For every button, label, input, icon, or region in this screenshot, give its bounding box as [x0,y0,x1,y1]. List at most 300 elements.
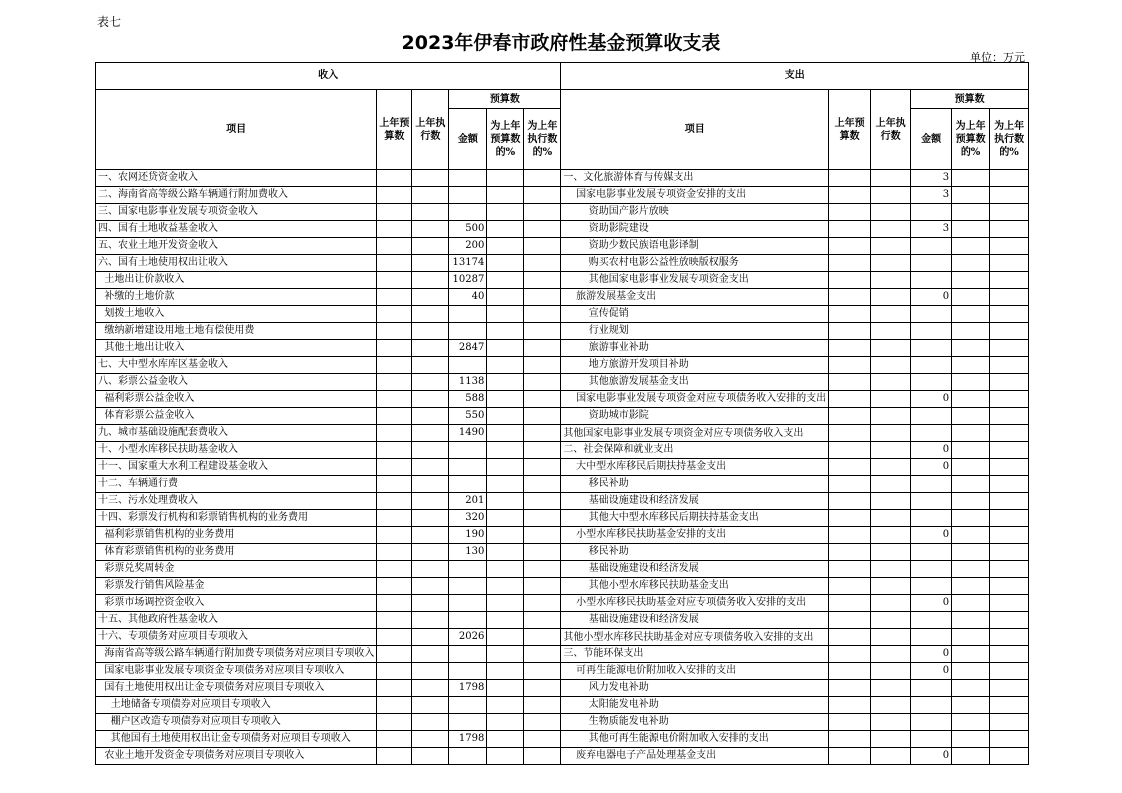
income-item-name: 体育彩票公益金收入 [96,408,377,425]
income-amount-cell [449,306,487,323]
income-amount-cell [449,323,487,340]
expense-amount-cell [911,714,952,731]
table-row [96,459,1029,476]
income-amount-cell [449,459,487,476]
income-pct-exec-cell [524,544,561,561]
income-prev-exec-cell [412,340,449,357]
income-pct-exec-cell [524,272,561,289]
expense-prev-exec-cell [871,204,911,221]
expense-pct-budget-cell [952,680,990,697]
expense-prev-exec-cell [871,544,911,561]
income-item-header: 项目 [96,90,377,170]
expense-prev-exec-cell [871,340,911,357]
income-prev-budget-cell [377,578,412,595]
expense-prev-budget-cell [829,425,871,442]
expense-prev-exec-cell [871,680,911,697]
income-amount-cell: 1490 [449,425,487,442]
expense-prev-exec-cell [871,612,911,629]
expense-item-name: 移民补助 [561,476,829,493]
expense-prev-exec-header: 上年执行数 [871,90,911,170]
expense-item-name: 其他可再生能源电价附加收入安排的支出 [561,731,829,748]
income-pct-budget-cell [487,221,524,238]
income-amount-cell [449,357,487,374]
income-pct-budget-cell [487,476,524,493]
expense-pct-budget-cell [952,476,990,493]
income-amount-cell [449,697,487,714]
income-pct-budget-cell [487,493,524,510]
expense-pct-exec-cell [990,306,1029,323]
table-row [96,170,1029,187]
income-amount-cell: 1798 [449,731,487,748]
income-pct-budget-cell [487,238,524,255]
expense-pct-budget-cell [952,561,990,578]
expense-amount-cell: 0 [911,595,952,612]
income-amount-cell: 500 [449,221,487,238]
income-pct-exec-cell [524,255,561,272]
expense-prev-budget-header: 上年预算数 [829,90,871,170]
table-row [96,612,1029,629]
expense-item-name: 其他小型水库移民扶助基金支出 [561,578,829,595]
expense-pct-exec-cell [990,527,1029,544]
expense-pct-budget-cell [952,459,990,476]
income-item-name: 国有土地使用权出让金专项债务对应项目专项收入 [96,680,377,697]
income-prev-budget-cell [377,289,412,306]
income-pct-budget-cell [487,374,524,391]
expense-prev-budget-cell [829,697,871,714]
income-prev-budget-cell [377,323,412,340]
expense-prev-budget-cell [829,510,871,527]
expense-prev-exec-cell [871,170,911,187]
income-pct-budget-cell [487,578,524,595]
income-pct-budget-cell [487,595,524,612]
income-prev-exec-cell [412,238,449,255]
expense-amount-cell [911,697,952,714]
table-row [96,680,1029,697]
income-prev-budget-cell [377,374,412,391]
expense-item-header: 项目 [561,90,829,170]
income-pct-budget-cell [487,340,524,357]
table-row [96,425,1029,442]
expense-pct-budget-cell [952,357,990,374]
expense-prev-exec-cell [871,374,911,391]
expense-prev-exec-cell [871,221,911,238]
income-prev-exec-cell [412,476,449,493]
expense-prev-budget-cell [829,289,871,306]
expense-prev-budget-cell [829,204,871,221]
income-pct-budget-cell [487,697,524,714]
income-prev-exec-cell [412,595,449,612]
expense-pct-exec-cell [990,187,1029,204]
table-row [96,408,1029,425]
expense-pct-exec-cell [990,238,1029,255]
expense-item-name: 国家电影事业发展专项资金安排的支出 [561,187,829,204]
expense-prev-budget-cell [829,544,871,561]
budget-table [95,62,1029,765]
income-prev-budget-cell [377,544,412,561]
expense-amount-cell [911,255,952,272]
expense-prev-budget-cell [829,170,871,187]
expense-prev-exec-cell [871,187,911,204]
expense-prev-budget-cell [829,476,871,493]
expense-amount-cell: 3 [911,187,952,204]
income-item-name: 十二、车辆通行费 [96,476,377,493]
income-prev-budget-cell [377,221,412,238]
expense-item-name: 行业规划 [561,323,829,340]
income-pct-budget-cell [487,170,524,187]
income-prev-exec-cell [412,187,449,204]
expense-prev-budget-cell [829,306,871,323]
expense-prev-exec-cell [871,595,911,612]
income-prev-budget-cell [377,306,412,323]
income-pct-exec-header: 为上年执行数的% [524,109,561,170]
income-pct-budget-cell [487,680,524,697]
table-row [96,357,1029,374]
income-item-name: 其他国有土地使用权出让金专项债务对应项目专项收入 [96,731,377,748]
income-item-name: 十四、彩票发行机构和彩票销售机构的业务费用 [96,510,377,527]
income-pct-exec-cell [524,340,561,357]
expense-pct-budget-cell [952,493,990,510]
income-pct-exec-cell [524,306,561,323]
income-prev-exec-cell [412,510,449,527]
expense-amount-cell [911,323,952,340]
expense-prev-budget-cell [829,187,871,204]
income-pct-budget-cell [487,459,524,476]
table-row [96,697,1029,714]
expense-prev-exec-cell [871,306,911,323]
income-prev-exec-cell [412,731,449,748]
expense-prev-exec-cell [871,748,911,765]
expense-pct-budget-cell [952,731,990,748]
income-pct-exec-cell [524,612,561,629]
expense-prev-exec-cell [871,238,911,255]
income-item-name: 九、城市基础设施配套费收入 [96,425,377,442]
income-prev-budget-cell [377,425,412,442]
table-row [96,340,1029,357]
income-budget-header: 预算数 [449,90,561,109]
expense-item-name: 国家电影事业发展专项资金对应专项债务收入安排的支出 [561,391,829,408]
income-pct-exec-cell [524,204,561,221]
expense-pct-exec-cell [990,476,1029,493]
expense-prev-exec-cell [871,731,911,748]
expense-pct-exec-cell [990,272,1029,289]
expense-amount-cell [911,306,952,323]
expense-pct-exec-cell [990,629,1029,646]
income-amount-cell: 1138 [449,374,487,391]
income-pct-budget-cell [487,612,524,629]
expense-prev-budget-cell [829,408,871,425]
income-pct-budget-cell [487,731,524,748]
income-amount-cell: 2026 [449,629,487,646]
expense-pct-exec-cell [990,170,1029,187]
expense-pct-budget-cell [952,578,990,595]
income-amount-cell [449,646,487,663]
expense-prev-budget-cell [829,459,871,476]
income-pct-budget-cell [487,527,524,544]
income-amount-cell: 2847 [449,340,487,357]
income-prev-budget-cell [377,459,412,476]
expense-pct-exec-cell [990,612,1029,629]
income-pct-budget-cell [487,306,524,323]
income-prev-budget-cell [377,238,412,255]
expense-pct-exec-cell [990,340,1029,357]
income-pct-exec-cell [524,595,561,612]
income-pct-budget-cell [487,289,524,306]
expense-item-name: 生物质能发电补助 [561,714,829,731]
expense-prev-budget-cell [829,493,871,510]
expense-item-name: 移民补助 [561,544,829,561]
expense-item-name: 大中型水库移民后期扶持基金支出 [561,459,829,476]
income-amount-cell [449,476,487,493]
income-pct-budget-cell [487,408,524,425]
table-number: 表七 [97,15,122,29]
income-prev-budget-cell [377,561,412,578]
table-row [96,595,1029,612]
income-item-name: 海南省高等级公路车辆通行附加费专项债务对应项目专项收入 [96,646,377,663]
table-row [96,527,1029,544]
expense-amount-cell: 0 [911,459,952,476]
income-prev-budget-cell [377,255,412,272]
income-amount-cell [449,170,487,187]
expense-pct-budget-cell [952,323,990,340]
income-pct-exec-cell [524,289,561,306]
expense-prev-exec-cell [871,408,911,425]
income-pct-budget-cell [487,425,524,442]
income-pct-budget-cell [487,323,524,340]
expense-amount-cell [911,374,952,391]
table-row [96,561,1029,578]
income-item-name: 福利彩票销售机构的业务费用 [96,527,377,544]
expense-amount-cell [911,731,952,748]
expense-prev-exec-cell [871,663,911,680]
income-amount-cell [449,595,487,612]
table-row [96,289,1029,306]
income-pct-exec-cell [524,442,561,459]
income-pct-exec-cell [524,221,561,238]
income-item-name: 划拨土地收入 [96,306,377,323]
income-prev-exec-cell [412,459,449,476]
income-prev-budget-cell [377,187,412,204]
expense-pct-exec-cell [990,374,1029,391]
income-prev-budget-cell [377,391,412,408]
expense-item-name: 太阳能发电补助 [561,697,829,714]
expense-prev-budget-cell [829,595,871,612]
income-prev-exec-cell [412,306,449,323]
income-pct-exec-cell [524,459,561,476]
expense-amount-cell [911,425,952,442]
expense-pct-budget-cell [952,714,990,731]
income-prev-budget-cell [377,204,412,221]
income-prev-budget-cell [377,442,412,459]
expense-prev-budget-cell [829,714,871,731]
expense-pct-exec-cell [990,221,1029,238]
expense-amount-cell [911,204,952,221]
income-pct-exec-cell [524,561,561,578]
expense-pct-budget-cell [952,255,990,272]
expense-pct-budget-cell [952,374,990,391]
unit-label: 单位：万元 [970,51,1025,64]
expense-pct-exec-cell [990,408,1029,425]
income-item-name: 其他土地出让收入 [96,340,377,357]
income-amount-cell: 40 [449,289,487,306]
income-item-name: 补缴的土地价款 [96,289,377,306]
expense-item-name: 基础设施建设和经济发展 [561,561,829,578]
income-item-name: 土地出让价款收入 [96,272,377,289]
expense-pct-budget-cell [952,425,990,442]
expense-pct-exec-cell [990,595,1029,612]
expense-item-name: 其他国家电影事业发展专项资金支出 [561,272,829,289]
expense-item-name: 其他国家电影事业发展专项资金对应专项债务收入支出 [561,425,829,442]
income-amount-cell: 130 [449,544,487,561]
income-item-name: 十六、专项债务对应项目专项收入 [96,629,377,646]
income-prev-exec-cell [412,374,449,391]
income-pct-budget-cell [487,561,524,578]
expense-pct-budget-cell [952,595,990,612]
income-amount-cell: 550 [449,408,487,425]
income-item-name: 四、国有土地收益基金收入 [96,221,377,238]
expense-prev-budget-cell [829,612,871,629]
table-row [96,714,1029,731]
income-pct-exec-cell [524,527,561,544]
expense-pct-budget-cell [952,204,990,221]
income-pct-budget-cell [487,272,524,289]
expense-amount-cell [911,238,952,255]
income-prev-exec-cell [412,391,449,408]
income-prev-budget-cell [377,646,412,663]
expense-prev-exec-cell [871,629,911,646]
page-title: 2023年伊春市政府性基金预算收支表 [401,32,721,54]
income-item-name: 十五、其他政府性基金收入 [96,612,377,629]
expense-amount-cell [911,272,952,289]
expense-amount-cell: 0 [911,391,952,408]
income-prev-budget-cell [377,272,412,289]
income-item-name: 国家电影事业发展专项资金专项债务对应项目专项收入 [96,663,377,680]
income-prev-exec-cell [412,697,449,714]
expense-item-name: 旅游发展基金支出 [561,289,829,306]
income-item-name: 十一、国家重大水利工程建设基金收入 [96,459,377,476]
expense-amount-cell [911,612,952,629]
income-item-name: 二、海南省高等级公路车辆通行附加费收入 [96,187,377,204]
expense-amount-cell: 0 [911,289,952,306]
expense-pct-exec-header: 为上年执行数的% [990,109,1029,170]
expense-prev-exec-cell [871,357,911,374]
expense-amount-cell [911,680,952,697]
expense-pct-exec-cell [990,323,1029,340]
expense-pct-exec-cell [990,204,1029,221]
income-item-name: 缴纳新增建设用地土地有偿使用费 [96,323,377,340]
expense-prev-exec-cell [871,578,911,595]
income-pct-exec-cell [524,578,561,595]
expense-item-name: 购买农村电影公益性放映版权服务 [561,255,829,272]
expense-pct-budget-cell [952,289,990,306]
income-prev-exec-cell [412,255,449,272]
income-prev-budget-cell [377,493,412,510]
expense-item-name: 一、文化旅游体育与传媒支出 [561,170,829,187]
income-pct-budget-cell [487,255,524,272]
income-pct-exec-cell [524,510,561,527]
income-prev-budget-cell [377,408,412,425]
expense-prev-exec-cell [871,442,911,459]
table-row [96,731,1029,748]
income-item-name: 彩票市场调控资金收入 [96,595,377,612]
expense-item-name: 资助少数民族语电影译制 [561,238,829,255]
table-row [96,476,1029,493]
expense-prev-budget-cell [829,731,871,748]
expense-pct-exec-cell [990,391,1029,408]
income-pct-exec-cell [524,425,561,442]
expense-amount-cell [911,340,952,357]
income-prev-budget-cell [377,340,412,357]
income-pct-exec-cell [524,748,561,765]
expense-prev-exec-cell [871,476,911,493]
expense-item-name: 三、节能环保支出 [561,646,829,663]
expense-item-name: 其他大中型水库移民后期扶持基金支出 [561,510,829,527]
income-prev-budget-cell [377,748,412,765]
expense-pct-budget-cell [952,272,990,289]
expense-pct-budget-cell [952,221,990,238]
expense-amount-cell [911,629,952,646]
expense-prev-exec-cell [871,697,911,714]
income-prev-exec-cell [412,272,449,289]
expense-prev-exec-cell [871,646,911,663]
expense-prev-budget-cell [829,391,871,408]
expense-prev-budget-cell [829,340,871,357]
expense-prev-budget-cell [829,323,871,340]
income-amount-cell [449,578,487,595]
income-amount-cell: 320 [449,510,487,527]
income-pct-exec-cell [524,391,561,408]
expense-prev-exec-cell [871,289,911,306]
expense-item-name: 资助国产影片放映 [561,204,829,221]
table-row [96,748,1029,765]
expense-prev-exec-cell [871,714,911,731]
expense-item-name: 基础设施建设和经济发展 [561,493,829,510]
income-prev-budget-cell [377,663,412,680]
expense-amount-cell: 0 [911,442,952,459]
expense-amount-cell [911,578,952,595]
income-pct-exec-cell [524,323,561,340]
expense-prev-budget-cell [829,629,871,646]
expense-amount-cell [911,510,952,527]
expense-item-name: 小型水库移民扶助基金对应专项债务收入安排的支出 [561,595,829,612]
income-prev-exec-cell [412,493,449,510]
income-pct-exec-cell [524,408,561,425]
income-item-name: 棚户区改造专项债券对应项目专项收入 [96,714,377,731]
income-pct-exec-cell [524,714,561,731]
table-row [96,187,1029,204]
income-pct-exec-cell [524,357,561,374]
expense-pct-budget-cell [952,391,990,408]
expense-amount-cell: 0 [911,663,952,680]
expense-prev-budget-cell [829,578,871,595]
income-amount-cell [449,612,487,629]
table-row [96,204,1029,221]
expense-pct-exec-cell [990,663,1029,680]
expense-item-name: 废弃电器电子产品处理基金支出 [561,748,829,765]
expense-item-name: 旅游事业补助 [561,340,829,357]
income-prev-exec-cell [412,544,449,561]
expense-pct-exec-cell [990,425,1029,442]
expense-pct-budget-cell [952,527,990,544]
expense-amount-cell [911,357,952,374]
table-row [96,493,1029,510]
income-pct-budget-cell [487,204,524,221]
income-prev-exec-cell [412,527,449,544]
expense-amount-cell: 0 [911,748,952,765]
expense-amount-cell [911,408,952,425]
table-row [96,238,1029,255]
expense-pct-exec-cell [990,561,1029,578]
table-row [96,391,1029,408]
